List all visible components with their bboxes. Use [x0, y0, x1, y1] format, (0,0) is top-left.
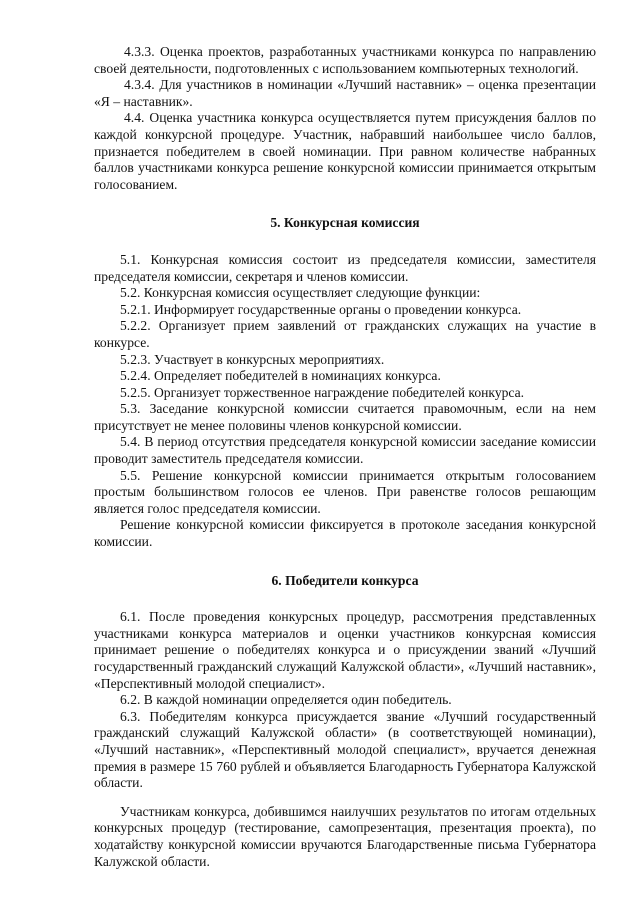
paragraph-5-2-3: 5.2.3. Участвует в конкурсных мероприятиях.: [120, 351, 385, 367]
paragraph-5-2-5: 5.2.5. Организует торжественное награждение победителей конкурса.: [120, 384, 525, 400]
paragraph-5-2-4: 5.2.4. Определяет победителей в номинациях конкурса.: [120, 368, 441, 384]
document-page: [94, 44, 596, 870]
paragraph-5-1: 5.1. Конкурсная комиссия состоит из председателя комиссии, заместителя председателя комиссии, секретаря и членов комиссии.: [94, 251, 596, 284]
paragraph-5-5: 5.5. Решение конкурсной комиссии принимается открытым голосованием простым большинством голосов ее членов. При равенстве голосов решающим является голос председателя комиссии.: [94, 467, 596, 516]
paragraph-6-2: 6.2. В каждой номинации определяется один победитель.: [120, 692, 452, 708]
paragraph-5-2: 5.2. Конкурсная комиссия осуществляет следующие функции:: [120, 285, 481, 301]
paragraph-6-1: 6.1. После проведения конкурсных процедур, рассмотрения представленных участниками конкурса материалов и оценки участников конкурсная комиссия принимает решение о победителях конкурса и о присуждении званий «Лучший государственный гражданский служащий Калужской области», «Лучший наставник», «Перспективный молодой специалист».: [94, 609, 596, 691]
paragraph-6-4: Участникам конкурса, добившимся наилучших результатов по итогам отдельных конкурсных процедур (тестирование, самопрезентация, презентация проекта), по ходатайству конкурсной комиссии вручаются Благодарственные письма Губернатора Калужской области.: [94, 803, 596, 869]
paragraph-6-3: 6.3. Победителям конкурса присуждается звание «Лучший государственный гражданский служащий Калужской области» (в соответствующей номинации), «Лучший наставник», «Перспективный молодой специалист», вручается денежная премия в размере 15 760 рублей и объявляется Благодарность Губернатора Калужской области.: [94, 708, 596, 791]
paragraph-4-3-3: 4.3.3. Оценка проектов, разработанных участниками конкурса по направлению своей деятельности, подготовленных с использованием компьютерных технологий.: [94, 44, 596, 76]
paragraph-5-2-2: 5.2.2. Организует прием заявлений от гражданских служащих на участие в конкурсе.: [94, 318, 596, 350]
paragraph-5-6: Решение конкурсной комиссии фиксируется в протоколе заседания конкурсной комиссии.: [94, 517, 596, 550]
paragraph-4-3-4: 4.3.4. Для участников в номинации «Лучший наставник» – оценка презентации «Я – наставник».: [94, 77, 596, 109]
paragraph-5-2-1: 5.2.1. Информирует государственные органы о проведении конкурса.: [120, 301, 522, 317]
paragraph-4-4: 4.4. Оценка участника конкурса осуществляется путем присуждения баллов по каждой конкурсной процедуре. Участник, набравший наибольшее число баллов, признается победителем в своей номинации. При равном количестве набранных баллов участниками конкурса решение конкурсной комиссии принимается открытым голосованием.: [94, 110, 596, 192]
paragraph-5-4: 5.4. В период отсутствия председателя конкурсной комиссии заседание комиссии проводит заместитель председателя комиссии.: [94, 434, 596, 467]
section-6-title: 6. Победители конкурса: [271, 572, 419, 588]
paragraph-5-3: 5.3. Заседание конкурсной комиссии считается правомочным, если на нем присутствует не менее половины членов конкурсной комиссии.: [94, 401, 596, 433]
section-5-title: 5. Конкурсная комиссия: [270, 215, 420, 231]
